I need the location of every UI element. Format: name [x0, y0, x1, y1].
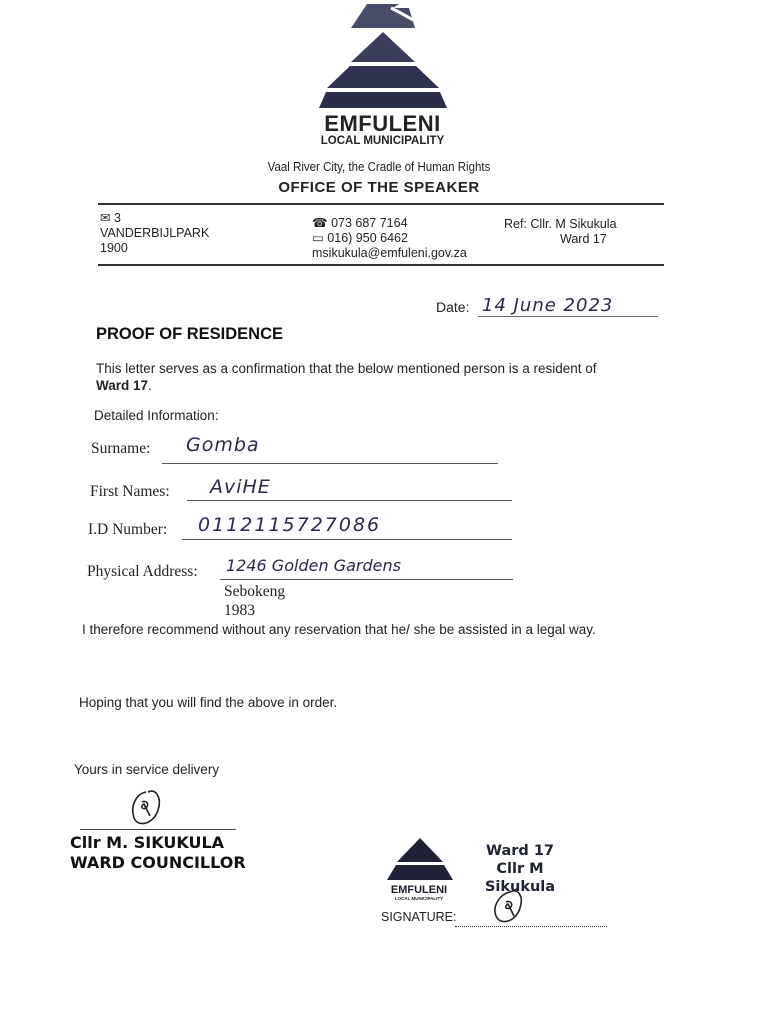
id-number-line — [182, 539, 512, 540]
first-names-label: First Names: — [90, 483, 170, 500]
surname-label: Surname: — [91, 440, 151, 457]
date-value: 14 June 2023 — [482, 295, 614, 316]
org-subtitle: LOCAL MUNICIPALITY — [320, 135, 445, 147]
header-rule-top — [98, 203, 664, 205]
postal-address: ✉ 3 VANDERBIJLPARK 1900 — [100, 211, 210, 255]
date-label: Date: — [436, 299, 470, 315]
address-suburb: Sebokeng — [224, 583, 286, 600]
intro-paragraph: This letter serves as a confirmation that the below mentioned person is a resident of Ward 17. — [96, 361, 597, 393]
councillor-block — [70, 833, 246, 873]
tagline: Vaal River City, the Cradle of Human Rights — [267, 160, 491, 174]
envelope-icon: ✉ — [100, 211, 111, 225]
hoping-paragraph: Hoping that you will find the above in order. — [79, 695, 338, 710]
closing-line: Yours in service delivery — [74, 762, 220, 777]
handwritten-signature — [120, 786, 170, 830]
contact-details: ☎ 073 687 7164 ▭ 016) 950 6462 msikukula@emfuleni.gov.za — [312, 216, 467, 260]
stamp-org-subtitle: LOCAL MUNICIPALITY — [394, 896, 444, 901]
physical-address-value: 1246 Golden Gardens — [226, 556, 401, 575]
physical-address-label: Physical Address: — [87, 563, 198, 580]
email: msikukula@emfuleni.gov.za — [312, 246, 467, 260]
first-names-value: AviHE — [210, 476, 271, 498]
org-name: EMFULENI — [324, 111, 441, 136]
reference: Ref: Cllr. M Sikukula Ward 17 — [504, 217, 617, 246]
recommend-paragraph: I therefore recommend without any reservation that he/ she be assisted in a legal way. — [82, 622, 596, 637]
document-title: PROOF OF RESIDENCE — [96, 325, 284, 343]
telephone-icon: ☎ — [312, 216, 328, 230]
id-number-value: 0112115727086 — [198, 514, 382, 536]
stamp-signature-line — [455, 916, 607, 927]
header-rule-bottom — [98, 264, 664, 266]
stamp-org-name: EMFULENI — [390, 884, 448, 896]
office-title: OFFICE OF THE SPEAKER — [278, 179, 480, 196]
fax-icon: ▭ — [312, 231, 324, 245]
ward-number: Ward 17 — [96, 378, 149, 393]
stamp-signature — [486, 888, 530, 928]
surname-line — [162, 463, 498, 464]
stamp-councillor: Cllr M Sikukula — [484, 861, 556, 895]
address-postal-code: 1983 — [224, 602, 255, 619]
physical-address-line — [220, 579, 513, 580]
signature-line — [80, 829, 236, 830]
surname-value: Gomba — [186, 434, 260, 456]
councillor-role: WARD COUNCILLOR — [70, 853, 246, 872]
stamp-signature-label: SIGNATURE: — [381, 910, 457, 924]
id-number-label: I.D Number: — [88, 521, 168, 538]
emfuleni-logo — [313, 4, 453, 114]
date-line — [478, 316, 658, 317]
councillor-name: Cllr M. SIKUKULA — [70, 833, 225, 852]
detail-heading: Detailed Information: — [94, 408, 219, 423]
first-names-line — [187, 500, 512, 501]
stamp-logo — [385, 836, 455, 886]
stamp-ward: Ward 17 — [485, 843, 555, 859]
